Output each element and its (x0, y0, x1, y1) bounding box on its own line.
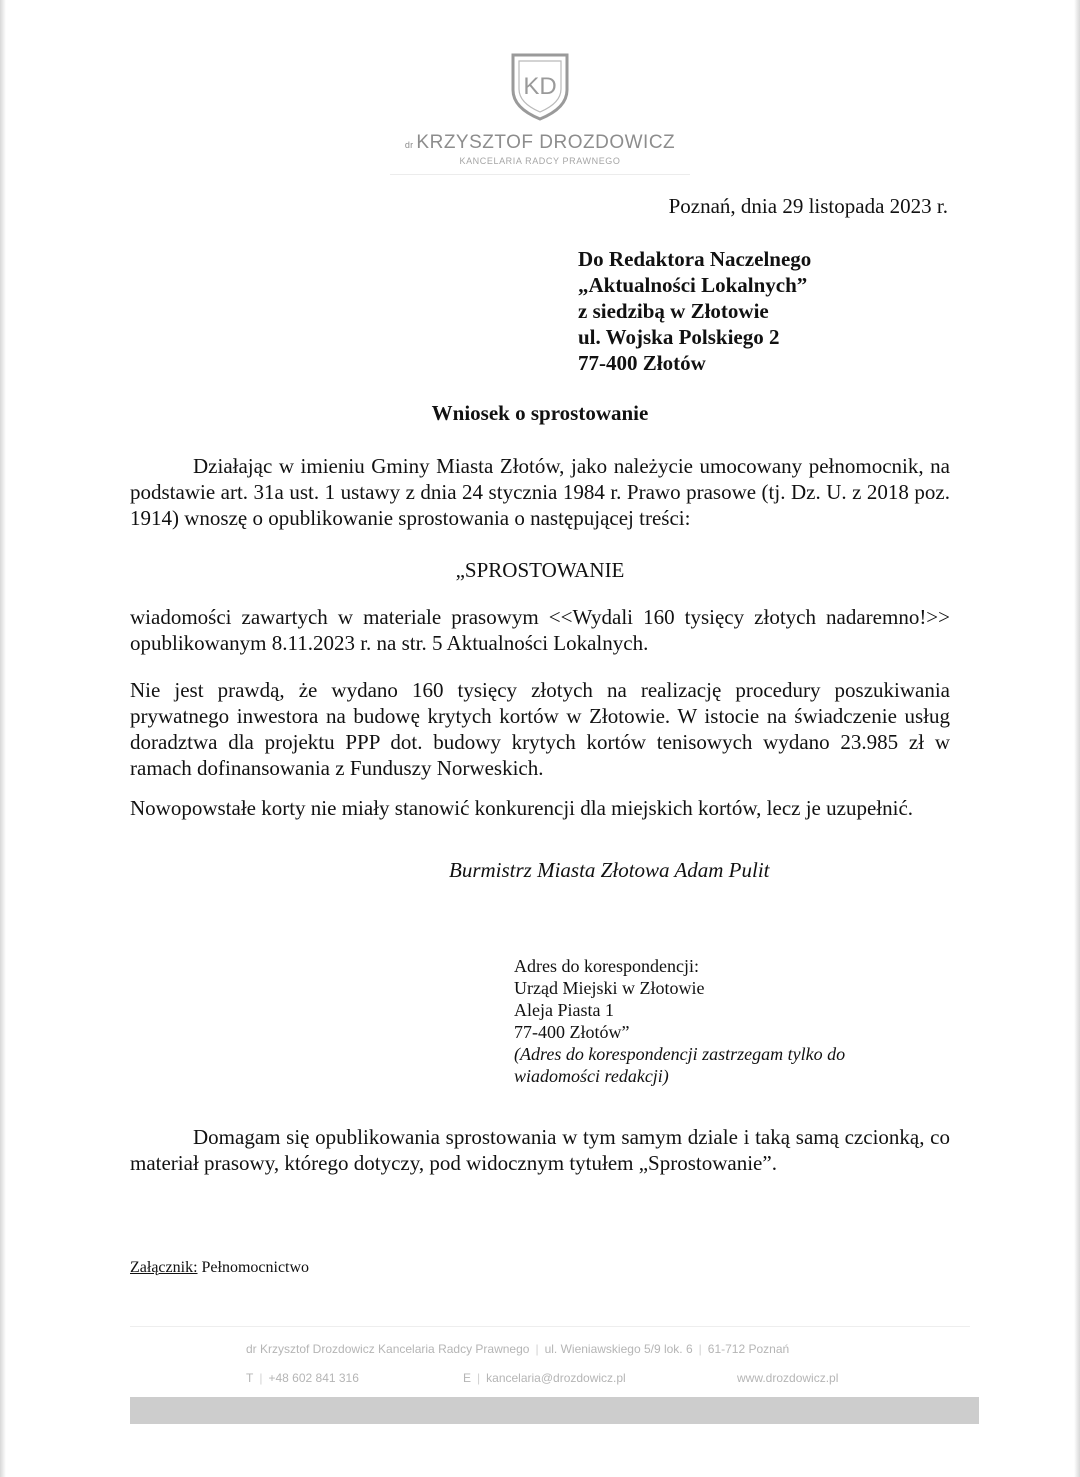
footer-phone-label: T (246, 1371, 254, 1385)
correspondence-line: Aleja Piasta 1 (514, 1000, 614, 1020)
correspondence-note: wiadomości redakcji) (514, 1066, 669, 1086)
attachment-label: Załącznik: (130, 1259, 198, 1276)
footer-email-label: E (463, 1371, 472, 1385)
addressee-block (578, 246, 811, 376)
correspondence-line: 77-400 Złotów” (514, 1022, 630, 1042)
footer-address-line: dr Krzysztof Drozdowicz Kancelaria Radcy Prawnego | ul. Wieniawskiego 5/9 lok. 6 | 61-712 Poznań (246, 1342, 790, 1356)
footer-website[interactable]: www.drozdowicz.pl (737, 1371, 839, 1385)
logo-initials: KD (523, 73, 557, 100)
correspondence-address (514, 955, 845, 1087)
document-title: Wniosek o sprostowanie (431, 401, 649, 425)
correction-paragraph-2: Nie jest prawdą, że wydano 160 tysięcy złotych na realizację procedury poszukiwania prywatnego inwestora na budowę krytych kortów w Złotowie. W istocie na świadczenie usług doradztwa dla projektu PPP dot. budowy krytych kortów tenisowych wydano 23.985 zł w ramach dofinansowania z Funduszy Norweskich. (130, 678, 950, 780)
kd-shield-logo-icon (509, 52, 571, 122)
footer-firm: dr Krzysztof Drozdowicz Kancelaria Radcy Prawnego (246, 1342, 530, 1356)
footer-phone: T | +48 602 841 316 (246, 1371, 359, 1385)
footer-divider (130, 1326, 970, 1327)
correction-paragraph-3: Nowopowstałe korty nie miały stanowić konkurencji dla miejskich kortów, lecz je uzupełnić. (130, 796, 914, 820)
firm-name (380, 132, 700, 154)
footer-phone-number: +48 602 841 316 (268, 1371, 359, 1385)
firm-subtitle: KANCELARIA RADCY PRAWNEGO (459, 156, 621, 166)
demand-paragraph: Domagam się opublikowania sprostowania w tym samym dziale i taką samą czcionką, co materiał prasowy, którego dotyczy, pod widocznym tytułem „Sprostowanie”. (130, 1125, 950, 1175)
footer-email: E | kancelaria@drozdowicz.pl (463, 1371, 626, 1385)
footer-bar (130, 1397, 979, 1424)
correspondence-line: Urząd Miejski w Złotowie (514, 978, 705, 998)
addressee-line: Do Redaktora Naczelnego (578, 247, 812, 271)
footer-email-address[interactable]: kancelaria@drozdowicz.pl (486, 1371, 626, 1385)
correspondence-note: (Adres do korespondencji zastrzegam tylko do (514, 1044, 846, 1064)
footer-street: ul. Wieniawskiego 5/9 lok. 6 (544, 1342, 693, 1356)
page-shadow-right (1074, 0, 1080, 1477)
firm-prefix: dr (404, 140, 414, 150)
attachment-value: Pełnomocnictwo (197, 1259, 310, 1276)
correspondence-line: Adres do korespondencji: (514, 956, 699, 976)
correction-heading: „SPROSTOWANIE (455, 558, 625, 582)
addressee-line: ul. Wojska Polskiego 2 (578, 325, 780, 349)
letterhead-divider (390, 174, 690, 175)
firm-name-text: KRZYSZTOF DROZDOWICZ (416, 132, 676, 153)
intro-paragraph: Działając w imieniu Gminy Miasta Złotów, jako należycie umocowany pełnomocnik, na podstawie art. 31a ust. 1 ustawy z dnia 24 stycznia 1984 r. Prawo prasowe (tj. Dz. U. z 2018 poz. 1914) wnoszę o opublikowanie sprostowania o następującej treści: (130, 454, 950, 530)
page-shadow-left (0, 0, 6, 1477)
correction-paragraph-1: wiadomości zawartych w materiale prasowym <<Wydali 160 tysięcy złotych nadaremno!>> opublikowanym 8.11.2023 r. na str. 5 Aktualności Lokalnych. (130, 605, 950, 655)
date-line: Poznań, dnia 29 listopada 2023 r. (668, 194, 948, 218)
addressee-line: z siedzibą w Złotowie (578, 299, 769, 323)
letterhead (380, 52, 700, 175)
addressee-line: „Aktualności Lokalnych” (578, 273, 808, 297)
addressee-line: 77-400 Złotów (578, 351, 706, 375)
signature: Burmistrz Miasta Złotowa Adam Pulit (449, 858, 770, 882)
footer-postal: 61-712 Poznań (707, 1342, 790, 1356)
attachment-line (130, 1259, 309, 1277)
